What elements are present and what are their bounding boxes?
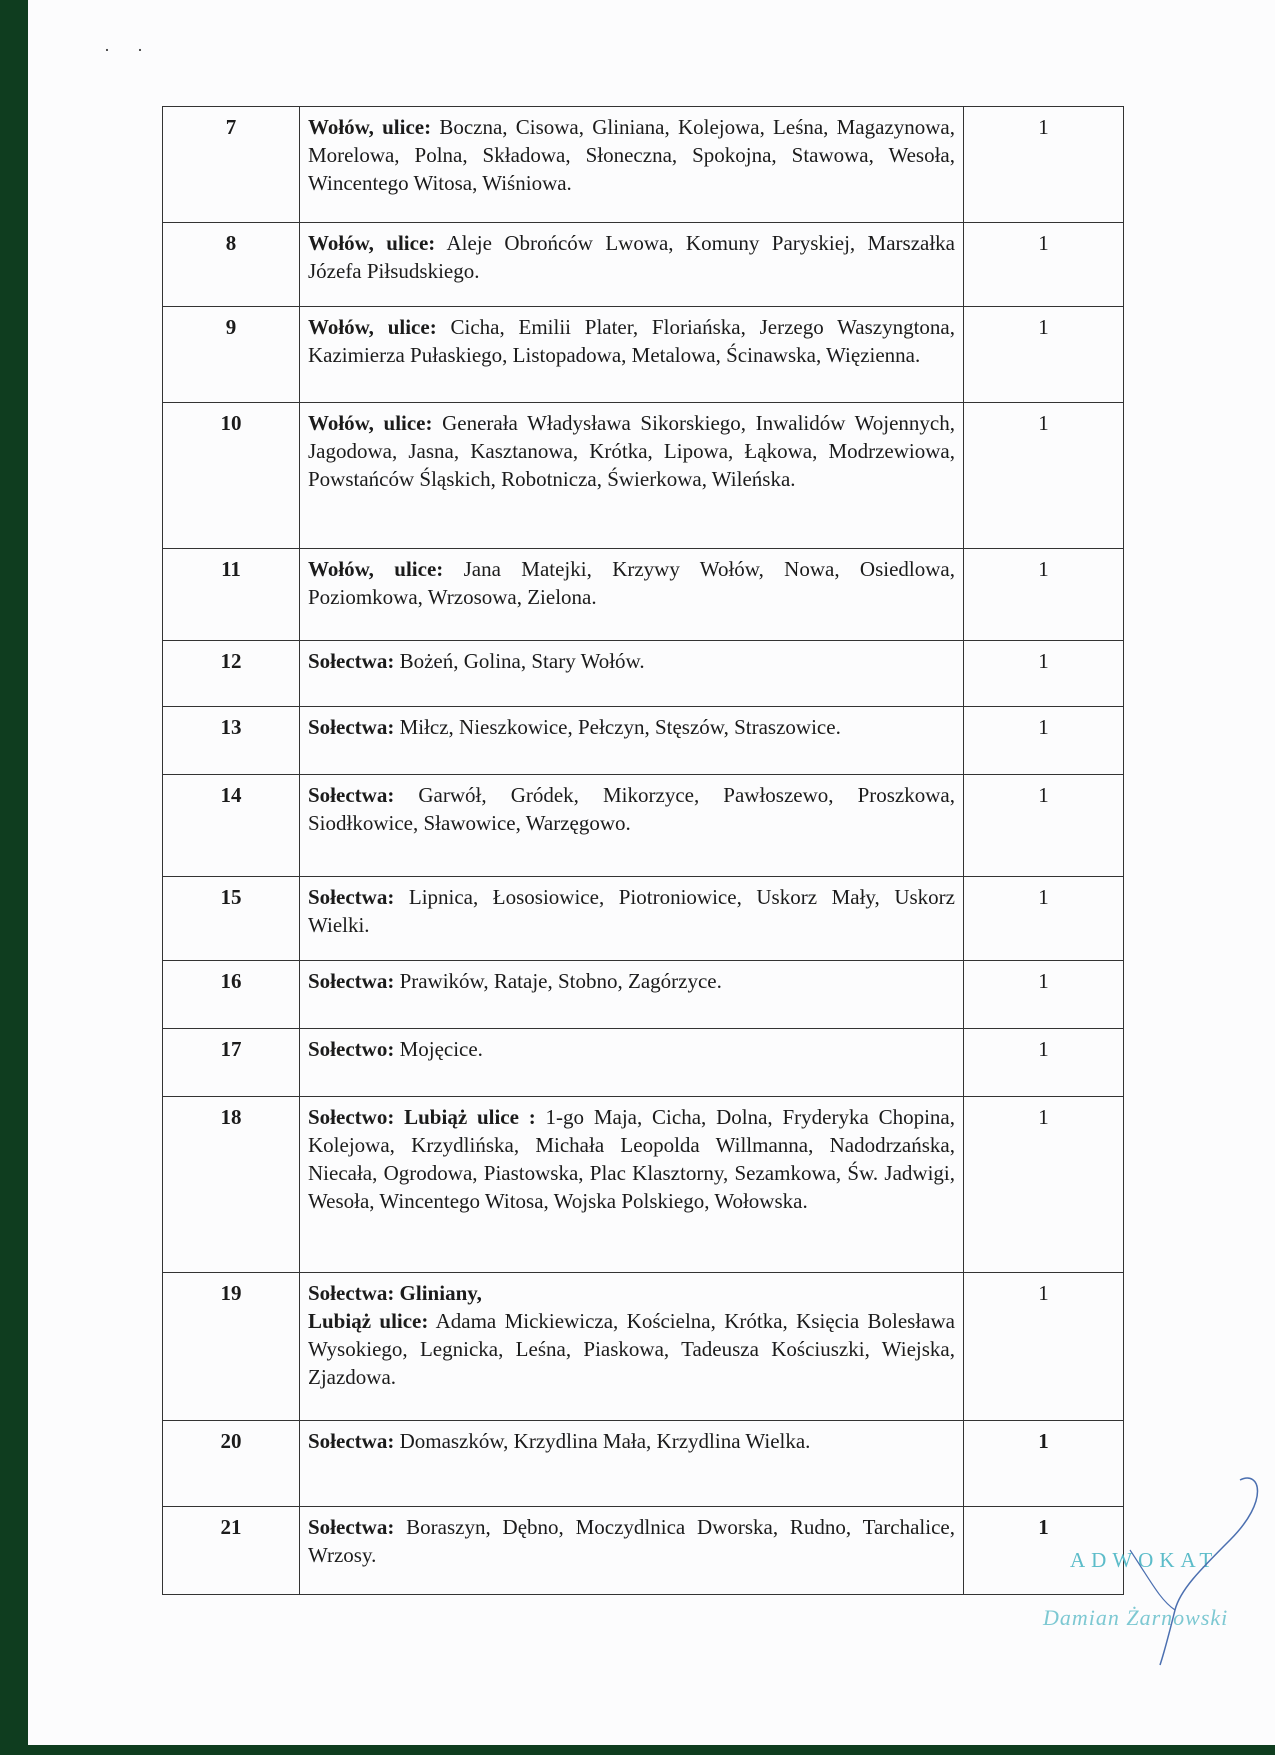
row-number: 9 — [163, 307, 300, 403]
row-description — [300, 107, 964, 223]
table-row — [163, 1507, 1124, 1595]
row-label: Sołectwa: — [308, 715, 395, 739]
row-label: Sołectwa: — [308, 1429, 395, 1453]
row-number: 10 — [163, 403, 300, 549]
row-count: 1 — [964, 223, 1124, 307]
signature — [1120, 1470, 1270, 1670]
row-description — [300, 1507, 964, 1595]
row-text: Domaszków, Krzydlina Mała, Krzydlina Wielka. — [394, 1429, 811, 1453]
table-row — [163, 549, 1124, 641]
row-description — [300, 961, 964, 1029]
row-number: 12 — [163, 641, 300, 707]
scan-border-bottom — [0, 1745, 1275, 1755]
row-label: Sołectwa: — [308, 885, 395, 909]
row-count: 1 — [964, 107, 1124, 223]
row-text: Lipnica, Łososiowice, Piotroniowice, Uskorz Mały, Uskorz Wielki. — [308, 885, 955, 937]
row-number: 13 — [163, 707, 300, 775]
stamp-name: Damian Żarnowski — [1043, 1605, 1229, 1630]
row-text: Boczna, Cisowa, Gliniana, Kolejowa, Leśna, Magazynowa, Morelowa, Polna, Składowa, Słoneczna, Spokojna, Stawowa, Wesoła, Wincentego Witosa, Wiśniowa. — [308, 115, 956, 195]
row-number: 14 — [163, 775, 300, 877]
row-label: Wołów, ulice: — [308, 557, 444, 581]
table-row — [163, 403, 1124, 549]
row-count: 1 — [964, 549, 1124, 641]
row-text: Garwół, Gródek, Mikorzyce, Pawłoszewo, Proszkowa, Siodłkowice, Sławowice, Warzęgowo. — [308, 783, 955, 835]
table-row — [163, 223, 1124, 307]
row-text: Aleje Obrońców Lwowa, Komuny Paryskiej, Marszałka Józefa Piłsudskiego. — [308, 231, 955, 283]
row-count: 1 — [964, 403, 1124, 549]
table-row — [163, 1029, 1124, 1097]
row-text: Boraszyn, Dębno, Moczydlnica Dworska, Rudno, Tarchalice, Wrzosy. — [308, 1515, 955, 1567]
table-row — [163, 107, 1124, 223]
table-row — [163, 1097, 1124, 1273]
row-text: Miłcz, Nieszkowice, Pełczyn, Stęszów, Straszowice. — [394, 715, 841, 739]
districts-table-body — [163, 107, 1124, 1595]
row-number: 18 — [163, 1097, 300, 1273]
row-description — [300, 1273, 964, 1421]
row-label: Wołów, ulice: — [308, 115, 432, 139]
row-count: 1 — [964, 1507, 1124, 1595]
row-count: 1 — [964, 1097, 1124, 1273]
table-row — [163, 961, 1124, 1029]
row-description — [300, 1421, 964, 1507]
row-number: 17 — [163, 1029, 300, 1097]
row-description — [300, 641, 964, 707]
row-count: 1 — [964, 1421, 1124, 1507]
row-label: Sołectwa: — [308, 783, 395, 807]
row-label: Sołectwa: — [308, 649, 395, 673]
row-number: 16 — [163, 961, 300, 1029]
row-label: Wołów, ulice: — [308, 231, 436, 255]
row-number: 21 — [163, 1507, 300, 1595]
table-row — [163, 775, 1124, 877]
row-number: 7 — [163, 107, 300, 223]
row-text: Mojęcice. — [394, 1037, 483, 1061]
row-count: 1 — [964, 961, 1124, 1029]
row-number: 19 — [163, 1273, 300, 1421]
row-text: Prawików, Rataje, Stobno, Zagórzyce. — [394, 969, 722, 993]
row-description — [300, 549, 964, 641]
table-row — [163, 1421, 1124, 1507]
row-text: Bożeń, Golina, Stary Wołów. — [394, 649, 645, 673]
districts-table — [162, 106, 1124, 1595]
row-description — [300, 223, 964, 307]
row-number: 15 — [163, 877, 300, 961]
row-text: Cicha, Emilii Plater, Floriańska, Jerzego Waszyngtona, Kazimierza Pułaskiego, Listopadowa, Metalowa, Ścinawska, Więzienna. — [308, 315, 956, 367]
row-text: Jana Matejki, Krzywy Wołów, Nowa, Osiedlowa, Poziomkowa, Wrzosowa, Zielona. — [308, 557, 955, 609]
row-label: Sołectwa: — [308, 969, 395, 993]
row-count: 1 — [964, 877, 1124, 961]
table-row — [163, 1273, 1124, 1421]
row-number: 20 — [163, 1421, 300, 1507]
row-description — [300, 775, 964, 877]
row-count: 1 — [964, 775, 1124, 877]
row-number: 11 — [163, 549, 300, 641]
row-label-secondary: Lubiąż ulice: — [308, 1309, 429, 1333]
row-label: Sołectwo: — [308, 1037, 395, 1061]
table-row — [163, 307, 1124, 403]
row-label: Wołów, ulice: — [308, 315, 437, 339]
row-count: 1 — [964, 1029, 1124, 1097]
row-label: Wołów, ulice: — [308, 411, 433, 435]
row-description — [300, 307, 964, 403]
row-label: Sołectwa: Gliniany, — [308, 1281, 482, 1305]
scan-border-left — [0, 0, 28, 1755]
row-count: 1 — [964, 707, 1124, 775]
row-count: 1 — [964, 1273, 1124, 1421]
table-row — [163, 641, 1124, 707]
table-row — [163, 877, 1124, 961]
row-description — [300, 1097, 964, 1273]
row-text: 1-go Maja, Cicha, Dolna, Fryderyka Chopina, Kolejowa, Krzydlińska, Michała Leopolda Willmanna, Nadodrzańska, Niecała, Ogrodowa, Piastowska, Plac Klasztorny, Sezamkowa, Św. Jadwigi, Wesoła, Wincentego Witosa, Wojska Polskiego, Wołowska. — [308, 1105, 955, 1213]
row-count: 1 — [964, 307, 1124, 403]
row-description — [300, 403, 964, 549]
row-label: Sołectwa: — [308, 1515, 395, 1539]
row-count: 1 — [964, 641, 1124, 707]
scan-specks: · · — [104, 40, 143, 60]
stamp-title: ADWOKAT — [1070, 1548, 1219, 1572]
row-number: 8 — [163, 223, 300, 307]
row-description — [300, 877, 964, 961]
row-text: Generała Władysława Sikorskiego, Inwalidów Wojennych, Jagodowa, Jasna, Kasztanowa, Krótka, Lipowa, Łąkowa, Modrzewiowa, Powstańców Śląskich, Robotnicza, Świerkowa, Wileńska. — [308, 411, 955, 491]
row-description — [300, 1029, 964, 1097]
table-row — [163, 707, 1124, 775]
row-description — [300, 707, 964, 775]
row-text: Adama Mickiewicza, Kościelna, Krótka, Księcia Bolesława Wysokiego, Legnicka, Leśna, Piaskowa, Tadeusza Kościuszki, Wiejska, Zjazdowa. — [308, 1309, 955, 1389]
row-label: Sołectwo: Lubiąż ulice : — [308, 1105, 536, 1129]
